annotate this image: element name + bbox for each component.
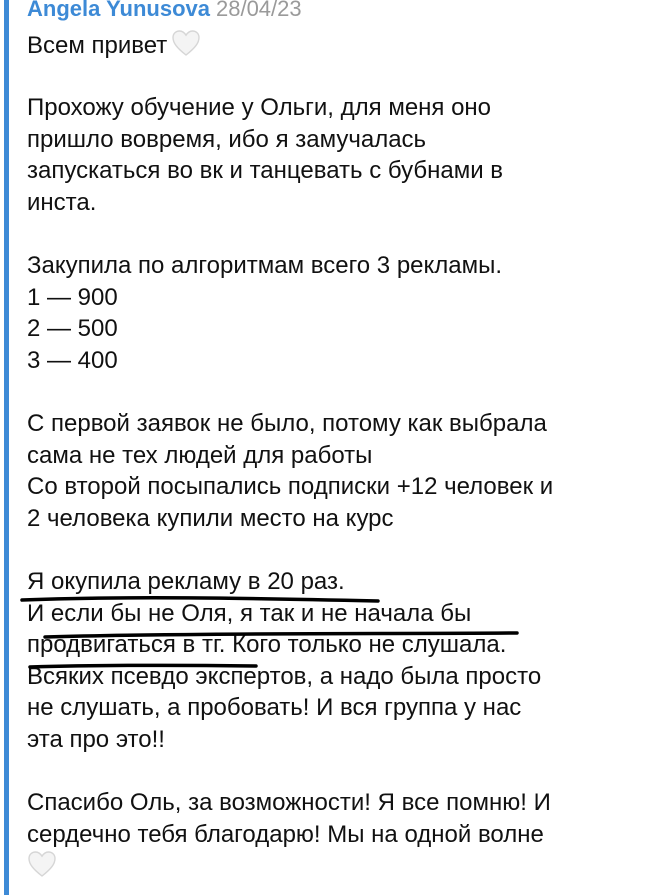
line-text: И если бы не Оля, я так и не начала бы: [27, 599, 472, 627]
author-name[interactable]: Angela Yunusova: [27, 0, 210, 21]
text-line: [27, 408, 657, 440]
blank-line: [27, 535, 657, 567]
message-date: 28/04/23: [215, 0, 302, 21]
text-line: [27, 661, 657, 693]
line-text: Со второй посыпались подписки +12 человек и: [27, 473, 554, 501]
text-line: [27, 566, 657, 598]
line-text: сама не тех людей для работы: [27, 441, 373, 469]
blank-line: [27, 61, 657, 93]
blank-line: [27, 219, 657, 251]
text-line: [27, 440, 657, 472]
text-line: [27, 124, 657, 156]
message-header: [27, 0, 657, 22]
text-line: [27, 187, 657, 219]
text-line: [27, 598, 657, 630]
line-text: сердечно тебя благодарю! Мы на одной волне: [27, 820, 544, 848]
line-text: Прохожу обучение у Ольги, для меня оно: [27, 94, 492, 122]
text-line: [27, 503, 657, 535]
line-text: 3 — 400: [27, 346, 118, 374]
text-line: [27, 250, 657, 282]
line-text: пришло вовремя, ибо я замучалась: [27, 125, 427, 153]
message-text: [27, 29, 657, 882]
text-line: [27, 155, 657, 187]
line-text: 2 — 500: [27, 315, 118, 343]
text-line: [27, 471, 657, 503]
line-text: 2 человека купили место на курс: [27, 504, 394, 532]
message-bubble: [27, 0, 657, 882]
text-line: [27, 819, 657, 851]
text-line: [27, 692, 657, 724]
text-line: [27, 724, 657, 756]
text-line: [27, 787, 657, 819]
text-line: [27, 29, 657, 61]
blank-line: [27, 756, 657, 788]
line-text: эта про это!!: [27, 726, 165, 754]
line-text: 1 — 900: [27, 283, 118, 311]
line-text: Всяких псевдо экспертов, а надо была просто: [27, 662, 542, 690]
heart-icon: [171, 29, 201, 57]
line-text: Я окупила рекламу в 20 раз.: [27, 568, 345, 596]
blank-line: [27, 377, 657, 409]
line-text: продвигаться в тг. Кого только не слушала.: [27, 631, 507, 659]
text-line: [27, 345, 657, 377]
text-line: [27, 282, 657, 314]
line-text: С первой заявок не было, потому как выбрала: [27, 410, 547, 438]
line-text: запускаться во вк и танцевать с бубнами в: [27, 157, 504, 185]
line-text: Всем привет: [27, 32, 168, 59]
line-text: не слушать, а пробовать! И вся группа у нас: [27, 694, 522, 722]
line-text: Спасибо Оль, за возможности! Я все помню! И: [27, 789, 551, 817]
quote-accent-bar: [4, 0, 9, 895]
text-line: [27, 850, 657, 882]
line-text: Закупила по алгоритмам всего 3 рекламы.: [27, 252, 503, 280]
heart-icon: [27, 850, 57, 878]
text-line: [27, 629, 657, 661]
text-line: [27, 92, 657, 124]
line-text: инста.: [27, 188, 97, 216]
text-line: [27, 313, 657, 345]
